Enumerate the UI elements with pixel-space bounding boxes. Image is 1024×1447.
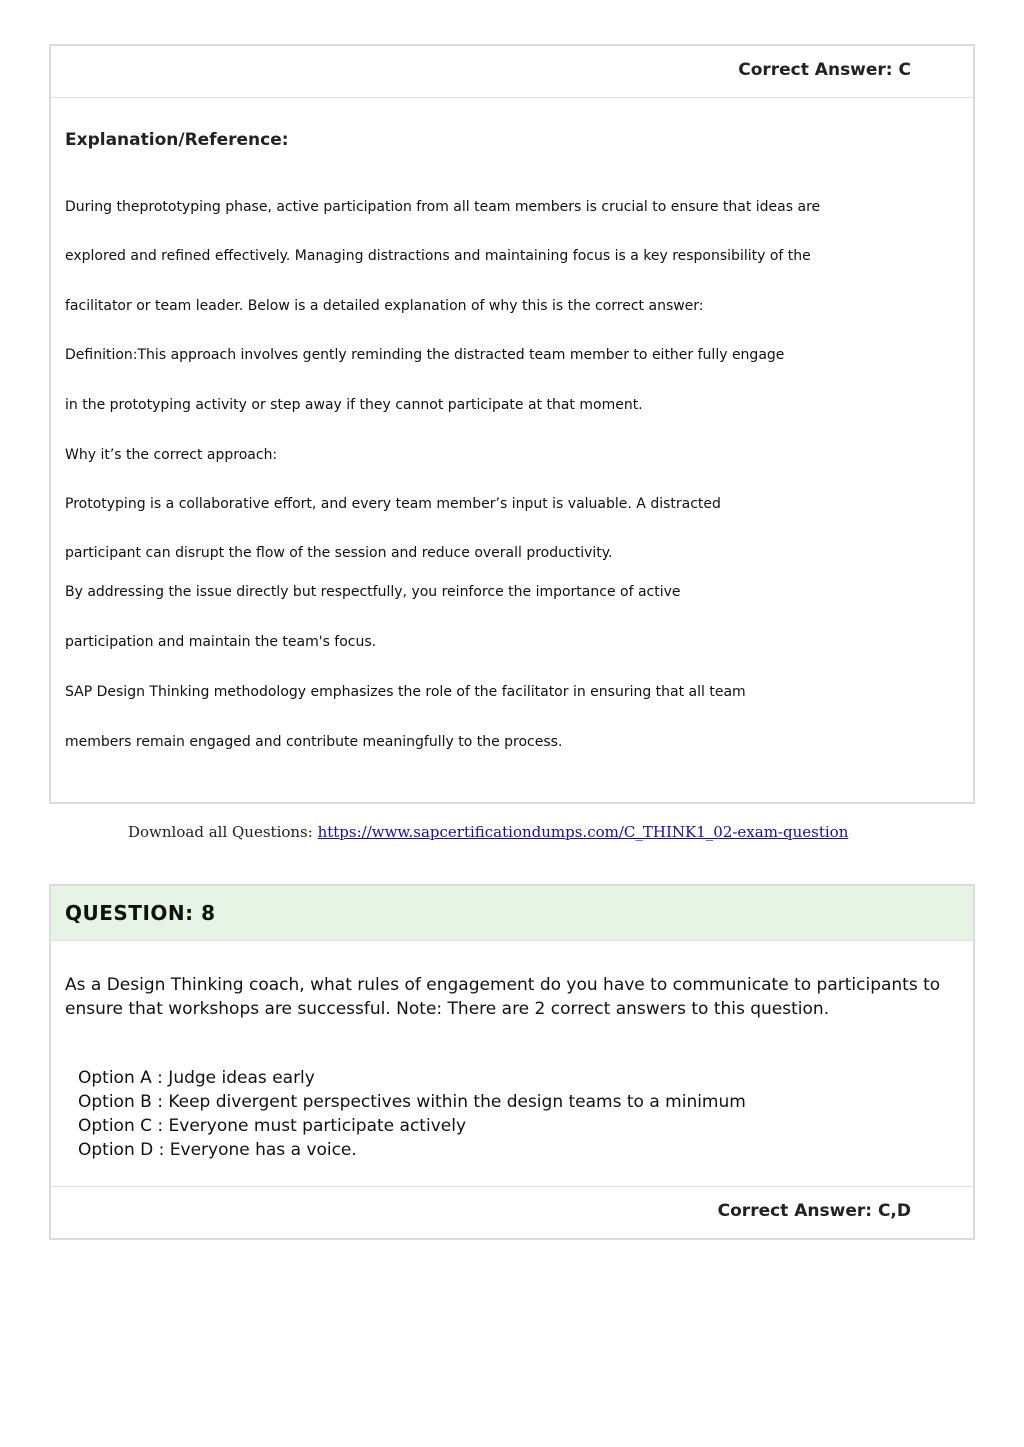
explanation-title: Explanation/Reference: — [65, 130, 289, 150]
correct-answer-row — [51, 46, 973, 98]
explanation-line: Definition:This approach involves gently reminding the distracted team member to either fully engage — [65, 347, 785, 363]
correct-answer-text: Correct Answer: C — [738, 60, 911, 80]
explanation-line: Prototyping is a collaborative effort, and every team member’s input is valuable. A distracted — [65, 496, 721, 512]
download-label: Download all Questions: — [128, 823, 318, 841]
options-list — [78, 1066, 746, 1162]
option-d: Option D : Everyone has a voice. — [78, 1140, 357, 1160]
question-title: QUESTION: 8 — [65, 901, 216, 925]
explanation-line: Why it’s the correct approach: — [65, 447, 278, 463]
explanation-line: During theprototyping phase, active participation from all team members is crucial to ensure that ideas are — [65, 199, 821, 215]
question-correct-answer-row — [51, 1186, 973, 1237]
question-correct-answer-text: Correct Answer: C,D — [717, 1201, 911, 1221]
question-text: As a Design Thinking coach, what rules of engagement do you have to communicate to participants to ensure that workshops are successful. Note: There are 2 correct answers to this question. — [65, 975, 941, 1019]
option-b: Option B : Keep divergent perspectives within the design teams to a minimum — [78, 1092, 746, 1112]
explanation-line: in the prototyping activity or step away if they cannot participate at that moment. — [65, 397, 643, 413]
explanation-line: SAP Design Thinking methodology emphasizes the role of the facilitator in ensuring that all team — [65, 684, 746, 700]
download-link[interactable]: https://www.sapcertificationdumps.com/C_THINK1_02-exam-question — [317, 823, 849, 841]
explanation-line: participation and maintain the team's focus. — [65, 634, 377, 650]
answer-explanation-box — [49, 44, 975, 804]
download-line — [128, 823, 848, 841]
explanation-line: By addressing the issue directly but respectfully, you reinforce the importance of active — [65, 584, 681, 600]
question-box — [49, 884, 975, 1240]
explanation-line: participant can disrupt the flow of the session and reduce overall productivity. — [65, 545, 613, 561]
option-c: Option C : Everyone must participate actively — [78, 1116, 467, 1136]
option-a: Option A : Judge ideas early — [78, 1068, 315, 1088]
explanation-line: members remain engaged and contribute meaningfully to the process. — [65, 734, 563, 750]
explanation-line: facilitator or team leader. Below is a detailed explanation of why this is the correct answer: — [65, 298, 704, 314]
question-header — [51, 886, 973, 941]
explanation-line: explored and refined effectively. Managing distractions and maintaining focus is a key responsibility of the — [65, 248, 811, 264]
